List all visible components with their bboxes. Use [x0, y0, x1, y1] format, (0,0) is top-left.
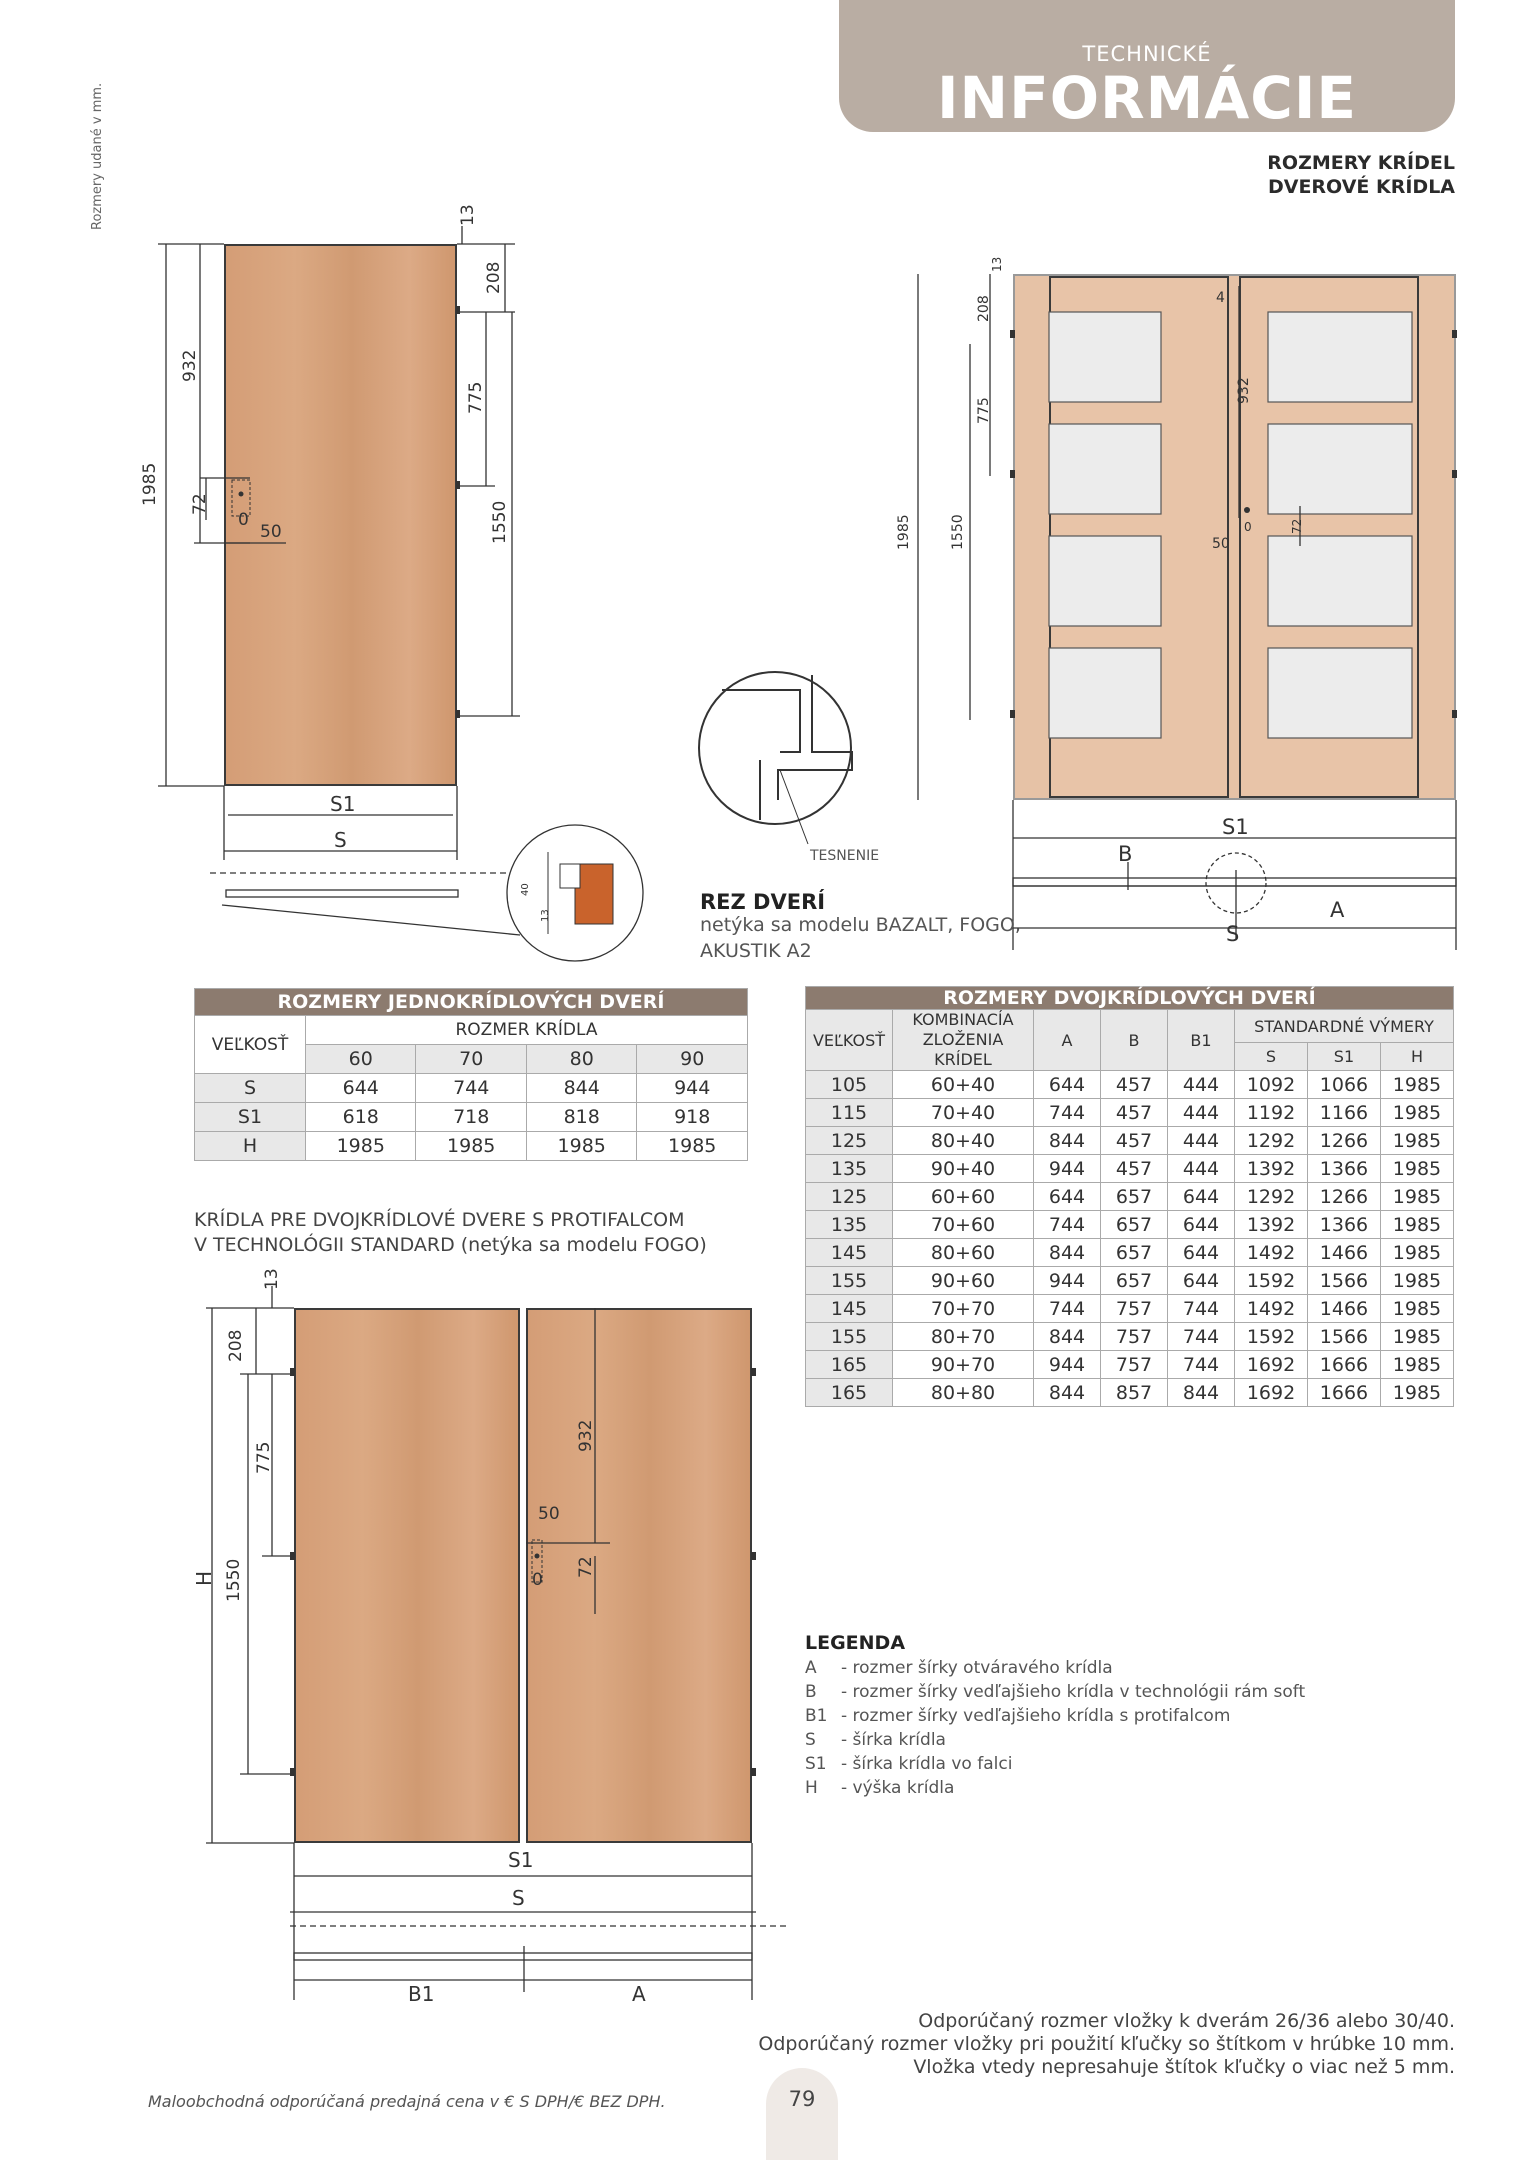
double-row-label: 125 [806, 1183, 893, 1211]
double-h-s: S [1235, 1043, 1308, 1071]
double-cell: 80+80 [893, 1379, 1034, 1407]
legend-item [805, 1776, 1305, 1800]
double-cell: 1366 [1307, 1155, 1380, 1183]
dbl-dim-a: A [1330, 898, 1345, 922]
double-cell: 444 [1168, 1155, 1235, 1183]
single-row-label: H [195, 1132, 306, 1161]
legend-key: S1 [805, 1754, 827, 1774]
double-cell: 657 [1101, 1267, 1168, 1295]
double-cell: 1166 [1307, 1099, 1380, 1127]
dbl-dim-775: 775 [976, 397, 992, 424]
double-cell: 80+70 [893, 1323, 1034, 1351]
double-cell: 844 [1034, 1127, 1101, 1155]
double-cell: 1392 [1235, 1211, 1308, 1239]
legend-key: H [805, 1778, 818, 1798]
double-cell: 644 [1168, 1183, 1235, 1211]
double-cell: 1392 [1235, 1155, 1308, 1183]
double-cell: 1292 [1235, 1183, 1308, 1211]
subheading-line2: DVEROVÉ KRÍDLA [1267, 176, 1455, 198]
double-cell: 1692 [1235, 1351, 1308, 1379]
double-cell: 70+60 [893, 1211, 1034, 1239]
single-cell: 818 [526, 1103, 636, 1132]
double-cell: 444 [1168, 1071, 1235, 1099]
legend-key: S [805, 1730, 816, 1750]
double-h-a: A [1034, 1010, 1101, 1071]
dbl-dim-208: 208 [976, 295, 992, 322]
double-cell: 1492 [1235, 1295, 1308, 1323]
single-table-title: ROZMERY JEDNOKRÍDLOVÝCH DVERÍ [195, 989, 748, 1016]
single-col-group: ROZMER KRÍDLA [306, 1016, 748, 1045]
dbl-dim-0: 0 [1244, 520, 1252, 534]
double-cell: 457 [1101, 1099, 1168, 1127]
double-cell: 1566 [1307, 1267, 1380, 1295]
double-cell: 744 [1034, 1295, 1101, 1323]
double-cell: 60+40 [893, 1071, 1034, 1099]
double-cell: 1985 [1380, 1267, 1453, 1295]
profi-dim-13: 13 [262, 1268, 282, 1290]
double-cell: 644 [1168, 1239, 1235, 1267]
legend-item [805, 1704, 1305, 1728]
double-cell: 90+60 [893, 1267, 1034, 1295]
double-cell: 1985 [1380, 1323, 1453, 1351]
legend-item [805, 1752, 1305, 1776]
rez-line2: AKUSTIK A2 [700, 940, 812, 962]
profi-dim-50: 50 [538, 1504, 560, 1524]
single-cell: 644 [306, 1074, 416, 1103]
dim-1550: 1550 [490, 500, 510, 544]
legend-key: A [805, 1658, 817, 1678]
double-cell: 1985 [1380, 1211, 1453, 1239]
double-cell: 1266 [1307, 1183, 1380, 1211]
double-cell: 444 [1168, 1127, 1235, 1155]
double-cell: 1985 [1380, 1127, 1453, 1155]
single-size: 90 [637, 1045, 748, 1074]
footer-note-3: Vložka vtedy nepresahuje štítok kľučky o viac než 5 mm. [913, 2056, 1455, 2078]
dim-0: 0 [238, 510, 249, 530]
double-h-b: B [1101, 1010, 1168, 1071]
double-cell: 1985 [1380, 1099, 1453, 1127]
dbl-dim-s1: S1 [1222, 815, 1249, 839]
double-cell: 944 [1034, 1155, 1101, 1183]
double-cell: 1985 [1380, 1183, 1453, 1211]
double-cell: 444 [1168, 1099, 1235, 1127]
double-cell: 644 [1034, 1183, 1101, 1211]
page-number: 79 [766, 2068, 838, 2160]
double-row-label: 145 [806, 1295, 893, 1323]
footer-note-2: Odporúčaný rozmer vložky pri použití kľučky so štítkom v hrúbke 10 mm. [758, 2033, 1455, 2055]
legend-list [805, 1656, 1305, 1800]
legend-value: - šírka krídla [841, 1730, 946, 1750]
dim-1985: 1985 [140, 462, 160, 506]
footer-price-note: Maloobchodná odporúčaná predajná cena v € S DPH/€ BEZ DPH. [148, 2092, 666, 2111]
profi-dim-208: 208 [226, 1329, 246, 1362]
double-row-label: 165 [806, 1351, 893, 1379]
legend-key: B1 [805, 1706, 828, 1726]
header-small: TECHNICKÉ [1082, 42, 1212, 66]
dim-50: 50 [260, 522, 282, 542]
tesnenie-label: TESNENIE [810, 848, 880, 864]
single-size: 70 [416, 1045, 526, 1074]
double-cell: 944 [1034, 1267, 1101, 1295]
legend-value: - výška krídla [841, 1778, 955, 1798]
double-cell: 757 [1101, 1351, 1168, 1379]
dim-932: 932 [180, 349, 200, 382]
double-h-velkost: VEĽKOSŤ [806, 1010, 893, 1071]
dbl-dim-1550: 1550 [950, 514, 966, 550]
double-cell: 457 [1101, 1155, 1168, 1183]
dbl-dim-4: 4 [1216, 290, 1225, 306]
double-row-label: 115 [806, 1099, 893, 1127]
section-40: 40 [520, 883, 531, 896]
dbl-dim-50: 50 [1212, 536, 1230, 552]
double-cell: 844 [1034, 1323, 1101, 1351]
double-cell: 657 [1101, 1211, 1168, 1239]
single-cell: 1985 [416, 1132, 526, 1161]
double-cell: 844 [1034, 1379, 1101, 1407]
dbl-dim-13: 13 [990, 256, 1004, 272]
single-col-velkost: VEĽKOSŤ [195, 1016, 306, 1074]
dim-s1: S1 [330, 792, 356, 816]
double-cell: 70+70 [893, 1295, 1034, 1323]
double-cell: 757 [1101, 1323, 1168, 1351]
double-cell: 657 [1101, 1239, 1168, 1267]
single-cell: 618 [306, 1103, 416, 1132]
double-row-label: 165 [806, 1379, 893, 1407]
double-cell: 1985 [1380, 1295, 1453, 1323]
double-cell: 90+40 [893, 1155, 1034, 1183]
single-cell: 1985 [306, 1132, 416, 1161]
dbl-dim-b: B [1118, 842, 1133, 866]
double-row-label: 155 [806, 1323, 893, 1351]
double-h-komb1: KOMBINACÍA [912, 1010, 1014, 1029]
single-size: 60 [306, 1045, 416, 1074]
double-cell: 644 [1168, 1211, 1235, 1239]
double-cell: 1692 [1235, 1379, 1308, 1407]
double-row-label: 155 [806, 1267, 893, 1295]
footer-note-1: Odporúčaný rozmer vložky k dverám 26/36 alebo 30/40. [918, 2010, 1455, 2032]
double-cell: 80+40 [893, 1127, 1034, 1155]
legend-title: LEGENDA [805, 1632, 906, 1654]
double-cell: 657 [1101, 1183, 1168, 1211]
double-cell: 1985 [1380, 1379, 1453, 1407]
double-cell: 744 [1168, 1351, 1235, 1379]
rez-line1: netýka sa modelu BAZALT, FOGO, [700, 914, 1021, 936]
profi-dim-s: S [512, 1886, 525, 1910]
double-cell: 844 [1168, 1379, 1235, 1407]
profi-line1: KRÍDLA PRE DVOJKRÍDLOVÉ DVERE S PROTIFALCOM [194, 1209, 685, 1231]
single-row-label: S [195, 1074, 306, 1103]
dim-13: 13 [458, 204, 478, 226]
double-cell: 857 [1101, 1379, 1168, 1407]
double-cell: 1985 [1380, 1071, 1453, 1099]
double-h-std: STANDARDNÉ VÝMERY [1235, 1010, 1454, 1043]
footer-notes [758, 2010, 1455, 2079]
double-cell: 457 [1101, 1071, 1168, 1099]
double-cell: 1985 [1380, 1239, 1453, 1267]
double-table-title: ROZMERY DVOJKRÍDLOVÝCH DVERÍ [806, 987, 1454, 1010]
legend-item [805, 1656, 1305, 1680]
profi-line2: V TECHNOLÓGII STANDARD (netýka sa modelu FOGO) [194, 1234, 707, 1256]
double-h-komb2: ZLOŽENIA KRÍDEL [922, 1030, 1004, 1069]
header-title: INFORMÁCIE [936, 64, 1358, 132]
double-cell: 1985 [1380, 1155, 1453, 1183]
profi-dim-72: 72 [576, 1556, 596, 1578]
rez-title: REZ DVERÍ [700, 890, 826, 914]
single-row-label: S1 [195, 1103, 306, 1132]
double-cell: 757 [1101, 1295, 1168, 1323]
single-cell: 718 [416, 1103, 526, 1132]
side-note: Rozmery udané v mm. [90, 82, 105, 230]
double-cell: 744 [1168, 1295, 1235, 1323]
double-cell: 744 [1168, 1323, 1235, 1351]
dbl-dim-s: S [1226, 922, 1240, 946]
double-cell: 1192 [1235, 1099, 1308, 1127]
profi-dim-0: 0 [532, 1570, 543, 1590]
profi-dim-s1: S1 [508, 1848, 534, 1872]
single-cell: 844 [526, 1074, 636, 1103]
profi-dim-h: H [192, 1570, 216, 1586]
subheading-line1: ROZMERY KRÍDEL [1267, 152, 1455, 174]
double-h-b1: B1 [1168, 1010, 1235, 1071]
single-cell: 1985 [637, 1132, 748, 1161]
legend-item [805, 1680, 1305, 1704]
single-size: 80 [526, 1045, 636, 1074]
double-cell: 1466 [1307, 1239, 1380, 1267]
legend-value: - rozmer šírky vedľajšieho krídla v technológii rám soft [841, 1682, 1306, 1702]
legend-value: - rozmer šírky vedľajšieho krídla s protifalcom [841, 1706, 1231, 1726]
double-cell: 1666 [1307, 1351, 1380, 1379]
double-cell: 844 [1034, 1239, 1101, 1267]
legend-value: - rozmer šírky otváravého krídla [841, 1658, 1113, 1678]
double-cell: 1492 [1235, 1239, 1308, 1267]
profi-dim-775: 775 [254, 1441, 274, 1474]
double-cell: 80+60 [893, 1239, 1034, 1267]
double-row-label: 125 [806, 1127, 893, 1155]
single-cell: 944 [637, 1074, 748, 1103]
double-cell: 944 [1034, 1351, 1101, 1379]
double-cell: 1366 [1307, 1211, 1380, 1239]
dim-208: 208 [484, 261, 504, 294]
dim-775: 775 [466, 381, 486, 414]
profi-dim-b1: B1 [408, 1982, 435, 2006]
double-cell: 1592 [1235, 1323, 1308, 1351]
double-cell: 1592 [1235, 1267, 1308, 1295]
profi-dim-1550: 1550 [224, 1558, 244, 1602]
double-h-h: H [1380, 1043, 1453, 1071]
double-cell: 1266 [1307, 1127, 1380, 1155]
dbl-dim-72: 72 [1290, 518, 1304, 534]
profi-dim-a: A [632, 1982, 646, 2006]
single-cell: 918 [637, 1103, 748, 1132]
dbl-dim-1985: 1985 [896, 514, 912, 550]
double-h-s1: S1 [1307, 1043, 1380, 1071]
double-cell: 1666 [1307, 1379, 1380, 1407]
dbl-dim-932: 932 [1236, 377, 1252, 404]
single-cell: 744 [416, 1074, 526, 1103]
double-cell: 60+60 [893, 1183, 1034, 1211]
double-cell: 70+40 [893, 1099, 1034, 1127]
single-cell: 1985 [526, 1132, 636, 1161]
double-cell: 90+70 [893, 1351, 1034, 1379]
profi-dim-932: 932 [576, 1419, 596, 1452]
double-row-label: 145 [806, 1239, 893, 1267]
double-cell: 644 [1034, 1071, 1101, 1099]
double-cell: 744 [1034, 1211, 1101, 1239]
legend-item [805, 1728, 1305, 1752]
double-cell: 1566 [1307, 1323, 1380, 1351]
double-cell: 644 [1168, 1267, 1235, 1295]
legend-value: - šírka krídla vo falci [841, 1754, 1013, 1774]
double-row-label: 105 [806, 1071, 893, 1099]
dim-72: 72 [190, 493, 210, 515]
dim-s: S [334, 828, 347, 852]
section-13: 13 [540, 909, 551, 922]
double-cell: 1092 [1235, 1071, 1308, 1099]
double-cell: 1292 [1235, 1127, 1308, 1155]
double-cell: 457 [1101, 1127, 1168, 1155]
legend-key: B [805, 1682, 817, 1702]
double-row-label: 135 [806, 1211, 893, 1239]
double-row-label: 135 [806, 1155, 893, 1183]
double-cell: 1066 [1307, 1071, 1380, 1099]
double-cell: 1466 [1307, 1295, 1380, 1323]
double-cell: 744 [1034, 1099, 1101, 1127]
double-cell: 1985 [1380, 1351, 1453, 1379]
